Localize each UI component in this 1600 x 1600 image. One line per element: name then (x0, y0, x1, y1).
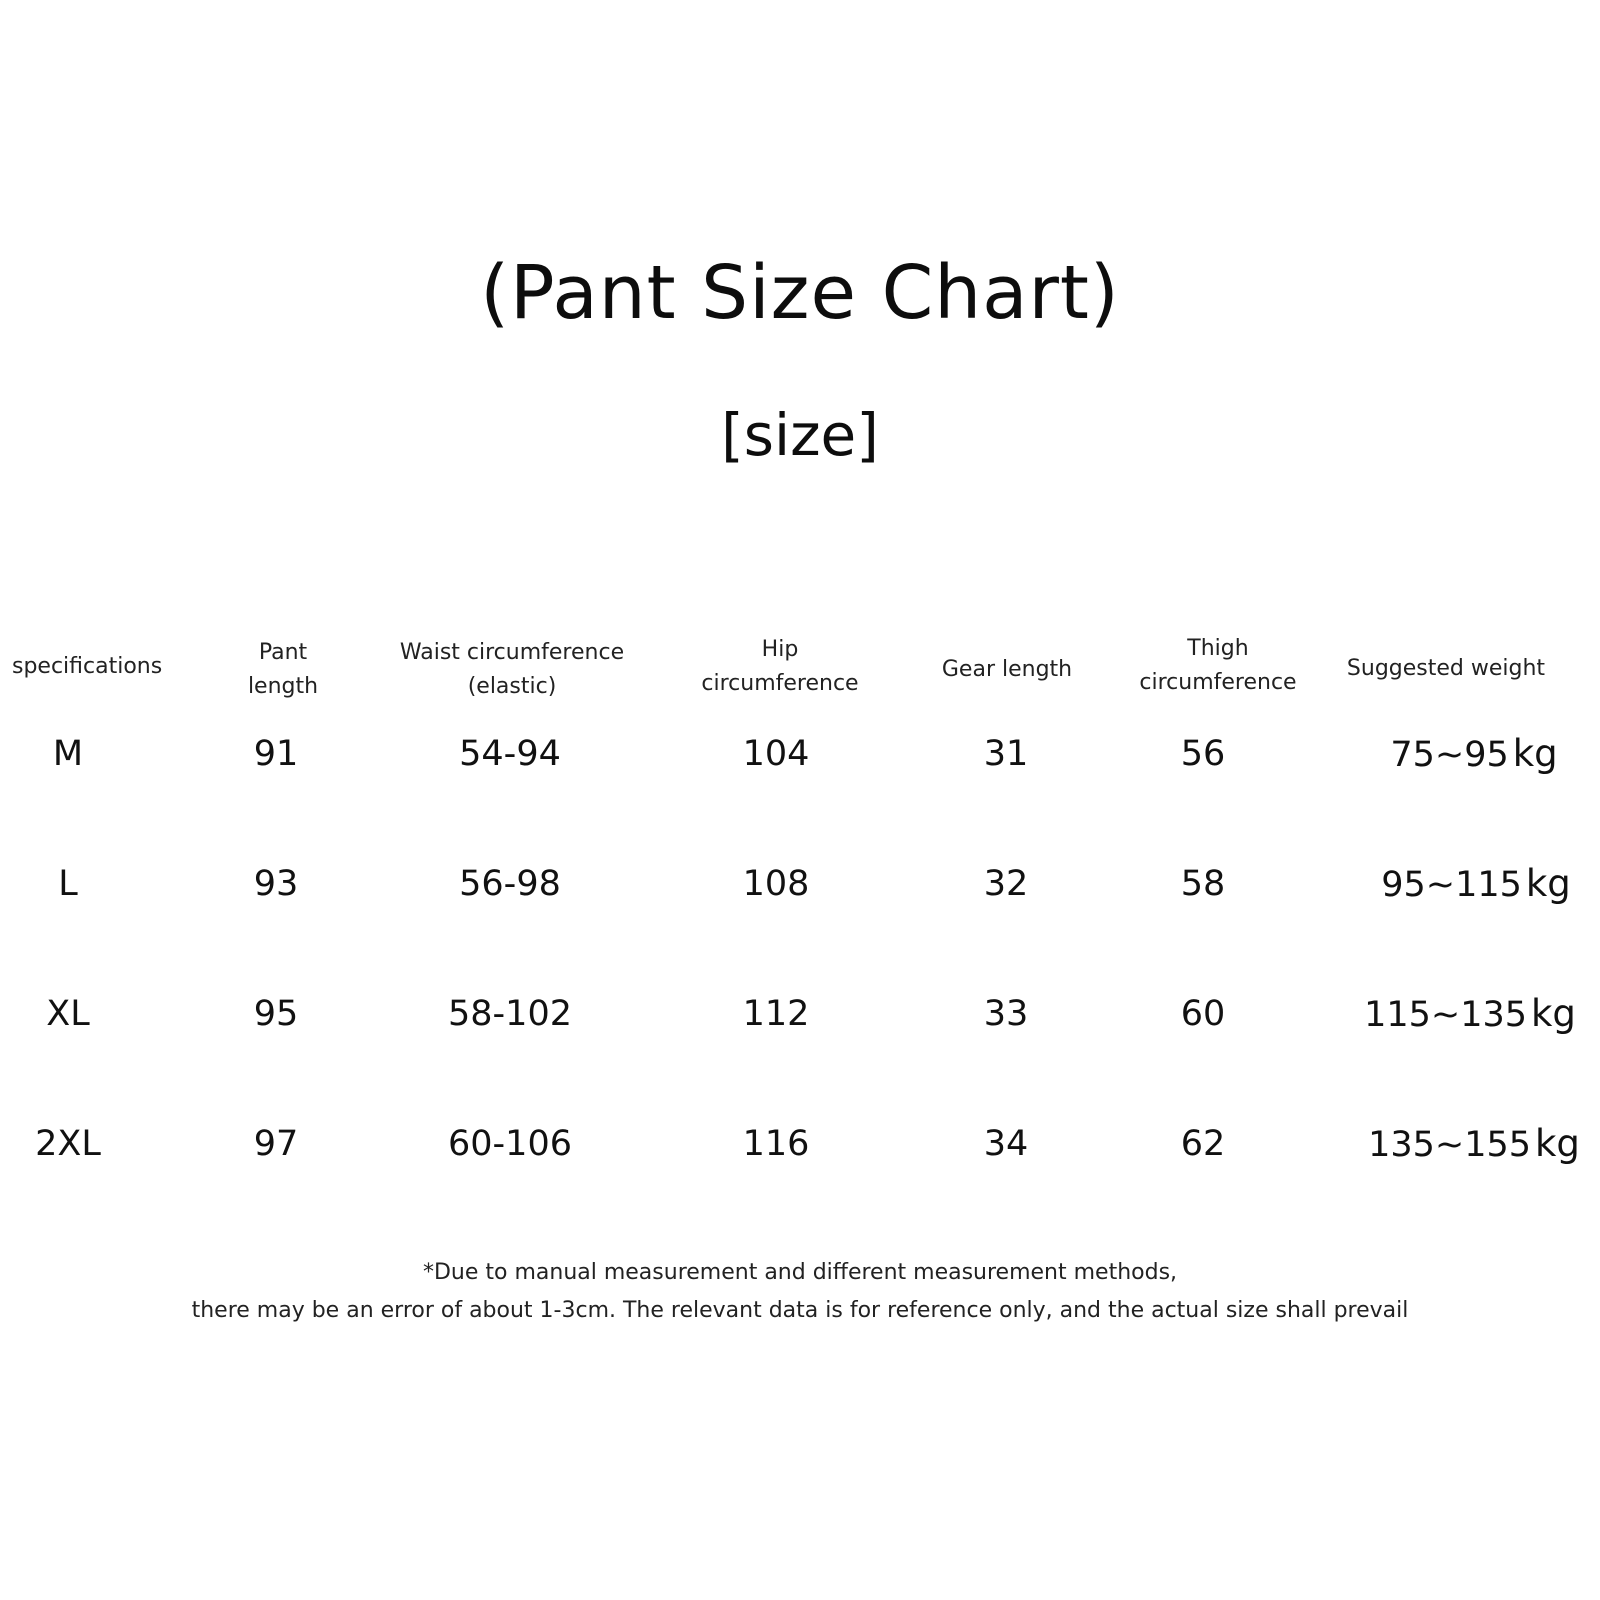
header-thigh (1139, 632, 1296, 700)
cell-gear-length: 32 (983, 864, 1029, 904)
cell-weight (1381, 854, 1571, 915)
header-waist-line1: Waist circumference (399, 640, 625, 665)
cell-gear-length: 33 (983, 994, 1029, 1034)
header-specifications: specifications (12, 654, 163, 679)
cell-weight-value: 135~155 (1368, 1125, 1532, 1165)
page-title: (Pant Size Chart) (480, 250, 1120, 336)
header-thigh-line1: Thigh (1187, 636, 1249, 661)
cell-waist: 60-106 (448, 1124, 572, 1164)
cell-weight-unit: kg (1531, 992, 1576, 1035)
cell-weight (1390, 724, 1557, 785)
disclaimer-note (0, 1254, 1600, 1330)
cell-hip: 112 (742, 994, 810, 1034)
cell-hip: 108 (742, 864, 810, 904)
cell-weight-unit: kg (1535, 1122, 1580, 1165)
cell-size: M (52, 734, 84, 774)
header-pant-length (248, 636, 318, 704)
cell-thigh: 56 (1180, 734, 1226, 774)
cell-weight (1364, 984, 1576, 1045)
header-thigh-line2: circumference (1139, 670, 1297, 695)
cell-size: XL (46, 994, 90, 1034)
header-hip (701, 633, 858, 701)
header-gear-length: Gear length (941, 657, 1073, 682)
cell-weight-value: 75~95 (1390, 735, 1509, 775)
header-hip-line1: Hip (761, 637, 799, 662)
header-waist-line2: (elastic) (467, 674, 557, 699)
table-row-l (0, 854, 1600, 914)
header-waist (400, 636, 624, 704)
cell-weight-unit: kg (1525, 862, 1571, 905)
disclaimer-line1: *Due to manual measurement and different measurement methods, (422, 1260, 1178, 1285)
table-row-m (0, 724, 1600, 784)
cell-pant-length: 97 (253, 1124, 299, 1164)
cell-waist: 54-94 (459, 734, 561, 774)
cell-thigh: 62 (1180, 1124, 1226, 1164)
header-pant-length-line1: Pant (258, 640, 308, 665)
cell-hip: 116 (742, 1124, 810, 1164)
cell-waist: 58-102 (448, 994, 572, 1034)
cell-weight-unit: kg (1512, 732, 1558, 775)
cell-pant-length: 91 (253, 734, 299, 774)
disclaimer-line2: there may be an error of about 1-3cm. The relevant data is for reference only, and the actual size shall prevail (191, 1298, 1409, 1323)
table-row-xl (0, 984, 1600, 1044)
cell-pant-length: 95 (253, 994, 299, 1034)
cell-gear-length: 34 (983, 1124, 1029, 1164)
table-row-2xl (0, 1114, 1600, 1174)
cell-waist: 56-98 (459, 864, 561, 904)
cell-size: L (58, 864, 78, 904)
cell-gear-length: 31 (983, 734, 1029, 774)
cell-hip: 104 (742, 734, 810, 774)
cell-weight-value: 95~115 (1381, 865, 1522, 905)
cell-thigh: 60 (1180, 994, 1226, 1034)
cell-size: 2XL (35, 1124, 101, 1164)
cell-weight (1368, 1114, 1580, 1175)
header-pant-length-line2: length (247, 674, 319, 699)
cell-pant-length: 93 (253, 864, 299, 904)
page-subtitle: [size] (721, 401, 879, 469)
cell-thigh: 58 (1180, 864, 1226, 904)
header-hip-line2: circumference (701, 671, 859, 696)
header-suggested-weight: Suggested weight (1346, 656, 1546, 681)
cell-weight-value: 115~135 (1364, 995, 1528, 1035)
